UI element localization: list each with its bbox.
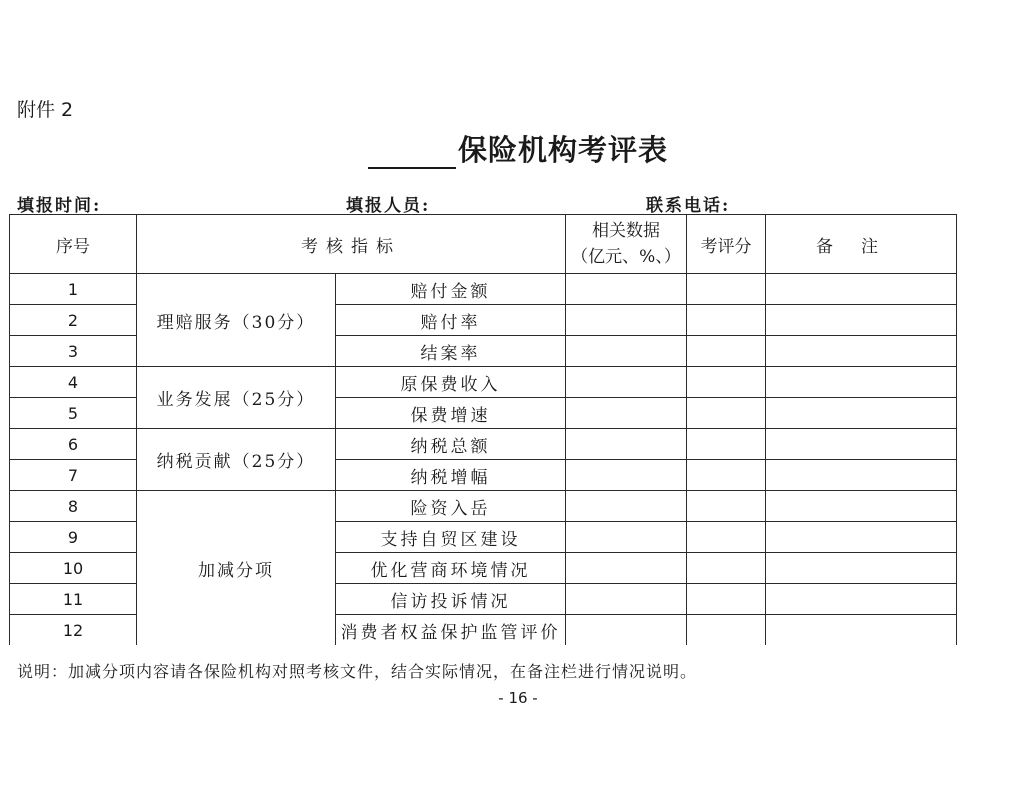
row-number: 8 bbox=[10, 491, 137, 522]
header-remarks: 备注 bbox=[766, 215, 957, 274]
score-cell[interactable] bbox=[687, 274, 766, 305]
remarks-cell[interactable] bbox=[766, 274, 957, 305]
indicator-cell: 险资入岳 bbox=[336, 491, 566, 522]
data-cell[interactable] bbox=[566, 615, 687, 646]
table-row bbox=[10, 367, 957, 398]
category-claims: 理赔服务（30分） bbox=[137, 274, 336, 367]
explanatory-note: 说明：加减分项内容请各保险机构对照考核文件，结合实际情况，在备注栏进行情况说明。 bbox=[17, 662, 698, 681]
table-row bbox=[10, 491, 957, 522]
data-cell[interactable] bbox=[566, 367, 687, 398]
row-number: 2 bbox=[10, 305, 137, 336]
indicator-cell: 信访投诉情况 bbox=[336, 584, 566, 615]
indicator-cell: 原保费收入 bbox=[336, 367, 566, 398]
row-number: 9 bbox=[10, 522, 137, 553]
remarks-cell[interactable] bbox=[766, 429, 957, 460]
data-cell[interactable] bbox=[566, 491, 687, 522]
data-cell[interactable] bbox=[566, 553, 687, 584]
remarks-cell[interactable] bbox=[766, 398, 957, 429]
row-number: 4 bbox=[10, 367, 137, 398]
data-cell[interactable] bbox=[566, 274, 687, 305]
indicator-cell: 结案率 bbox=[336, 336, 566, 367]
indicator-cell: 纳税增幅 bbox=[336, 460, 566, 491]
indicator-cell: 纳税总额 bbox=[336, 429, 566, 460]
indicator-cell: 赔付金额 bbox=[336, 274, 566, 305]
row-number: 6 bbox=[10, 429, 137, 460]
data-cell[interactable] bbox=[566, 305, 687, 336]
filler-label: 填报人员: bbox=[346, 196, 431, 216]
category-adjustments: 加减分项 bbox=[137, 491, 336, 646]
indicator-cell: 消费者权益保护监管评价 bbox=[336, 615, 566, 646]
header-related-data-line2: （亿元、%、） bbox=[571, 247, 681, 267]
header-related-data bbox=[566, 215, 687, 274]
title-area bbox=[0, 128, 1036, 173]
row-number: 7 bbox=[10, 460, 137, 491]
remarks-cell[interactable] bbox=[766, 615, 957, 646]
score-cell[interactable] bbox=[687, 398, 766, 429]
score-cell[interactable] bbox=[687, 522, 766, 553]
score-cell[interactable] bbox=[687, 367, 766, 398]
title-blank-line bbox=[368, 137, 456, 169]
score-cell[interactable] bbox=[687, 305, 766, 336]
score-cell[interactable] bbox=[687, 491, 766, 522]
score-cell[interactable] bbox=[687, 553, 766, 584]
indicator-cell: 赔付率 bbox=[336, 305, 566, 336]
title-text: 保险机构考评表 bbox=[457, 133, 668, 167]
remarks-cell[interactable] bbox=[766, 522, 957, 553]
remarks-cell[interactable] bbox=[766, 305, 957, 336]
header-index: 序号 bbox=[10, 215, 137, 274]
remarks-cell[interactable] bbox=[766, 460, 957, 491]
document-title bbox=[368, 128, 668, 169]
remarks-cell[interactable] bbox=[766, 367, 957, 398]
evaluation-table bbox=[9, 214, 957, 645]
score-cell[interactable] bbox=[687, 615, 766, 646]
row-number: 5 bbox=[10, 398, 137, 429]
header-row bbox=[10, 215, 957, 274]
row-number: 1 bbox=[10, 274, 137, 305]
category-tax: 纳税贡献（25分） bbox=[137, 429, 336, 491]
indicator-cell: 保费增速 bbox=[336, 398, 566, 429]
score-cell[interactable] bbox=[687, 336, 766, 367]
table-row bbox=[10, 274, 957, 305]
row-number: 11 bbox=[10, 584, 137, 615]
indicator-cell: 支持自贸区建设 bbox=[336, 522, 566, 553]
data-cell[interactable] bbox=[566, 460, 687, 491]
remarks-cell[interactable] bbox=[766, 584, 957, 615]
data-cell[interactable] bbox=[566, 398, 687, 429]
row-number: 3 bbox=[10, 336, 137, 367]
data-cell[interactable] bbox=[566, 522, 687, 553]
fill-time-label: 填报时间: bbox=[17, 196, 102, 216]
header-score: 考评分 bbox=[687, 215, 766, 274]
table-row bbox=[10, 429, 957, 460]
row-number: 10 bbox=[10, 553, 137, 584]
data-cell[interactable] bbox=[566, 584, 687, 615]
data-cell[interactable] bbox=[566, 429, 687, 460]
score-cell[interactable] bbox=[687, 460, 766, 491]
page-number: - 16 - bbox=[498, 689, 538, 707]
remarks-cell[interactable] bbox=[766, 336, 957, 367]
header-indicator: 考核指标 bbox=[137, 215, 566, 274]
attachment-label: 附件 2 bbox=[17, 99, 74, 121]
category-business: 业务发展（25分） bbox=[137, 367, 336, 429]
row-number: 12 bbox=[10, 615, 137, 646]
indicator-cell: 优化营商环境情况 bbox=[336, 553, 566, 584]
header-related-data-line1: 相关数据 bbox=[592, 221, 660, 241]
data-cell[interactable] bbox=[566, 336, 687, 367]
phone-label: 联系电话: bbox=[646, 196, 731, 216]
score-cell[interactable] bbox=[687, 584, 766, 615]
remarks-cell[interactable] bbox=[766, 553, 957, 584]
remarks-cell[interactable] bbox=[766, 491, 957, 522]
score-cell[interactable] bbox=[687, 429, 766, 460]
